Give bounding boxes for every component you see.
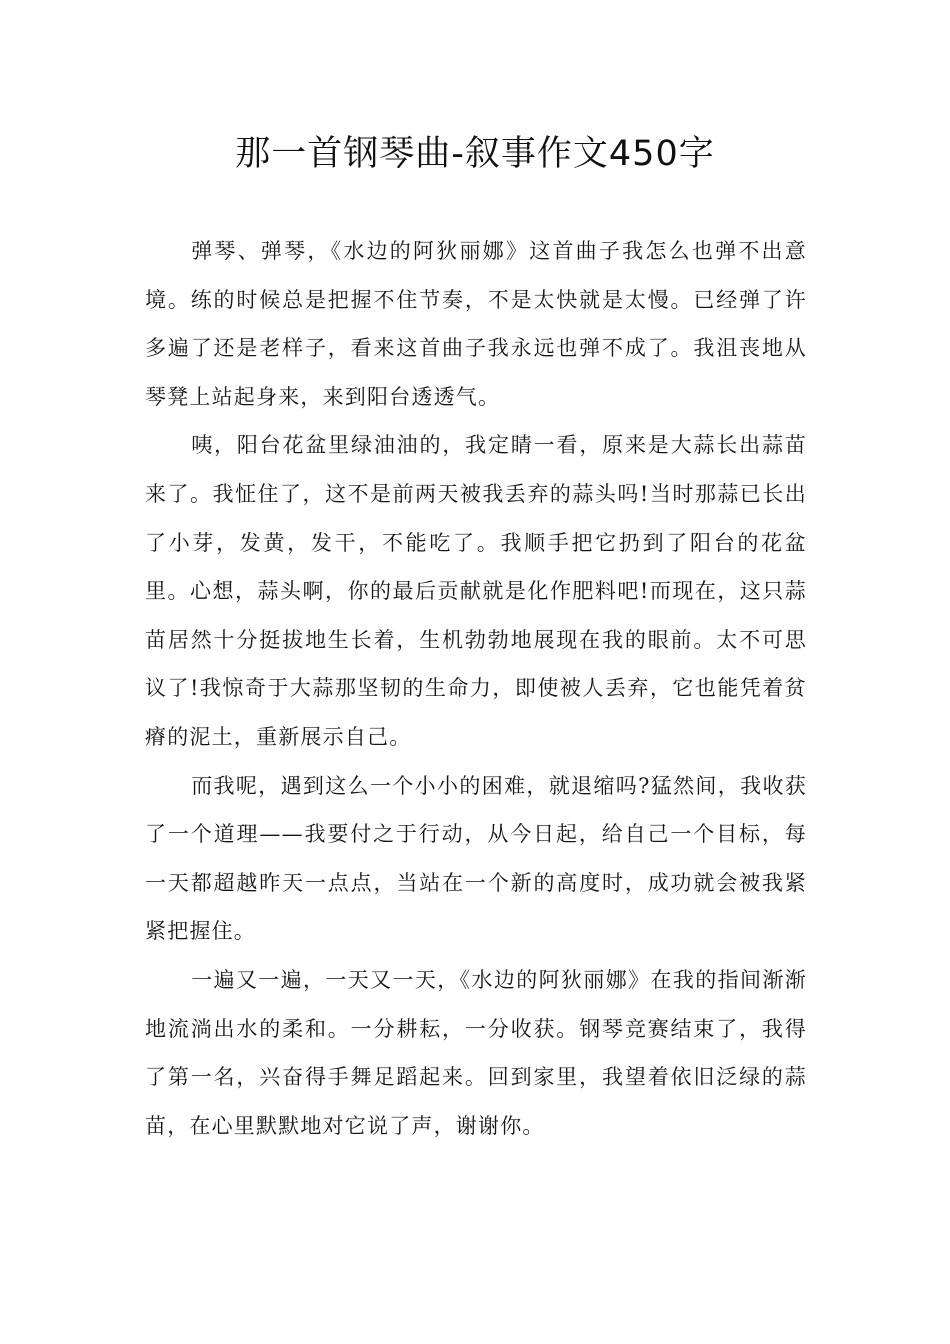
paragraph-1: 弹琴、弹琴，《水边的阿狄丽娜》这首曲子我怎么也弹不出意境。练的时候总是把握不住节奏，不是太快就是太慢。已经弹了许多遍了还是老样子，看来这首曲子我永远也弹不成了。我沮丧地从琴凳上站起身来，来到阳台透透气。 xyxy=(145,239,807,409)
paragraph-4: 一遍又一遍，一天又一天，《水边的阿狄丽娜》在我的指间渐渐地流淌出水的柔和。一分耕耘，一分收获。钢琴竞赛结束了，我得了第一名，兴奋得手舞足蹈起来。回到家里，我望着依旧泛绿的蒜苗，在心里默默地对它说了声，谢谢你。 xyxy=(145,967,807,1138)
document-title: 那一首钢琴曲-叙事作文450字 xyxy=(235,134,715,174)
document-body xyxy=(145,227,807,1150)
paragraph-3: 而我呢，遇到这么一个小小的困难，就退缩吗?猛然间，我收获了一个道理——我要付之于行动，从今日起，给自己一个目标，每一天都超越昨天一点点，当站在一个新的高度时，成功就会被我紧紧把握住。 xyxy=(145,773,807,944)
paragraph-2: 咦，阳台花盆里绿油油的，我定睛一看，原来是大蒜长出蒜苗来了。我怔住了，这不是前两天被我丢弃的蒜头吗!当时那蒜已长出了小芽，发黄，发干，不能吃了。我顺手把它扔到了阳台的花盆里。心想，蒜头啊，你的最后贡献就是化作肥料吧!而现在，这只蒜苗居然十分挺拔地生长着，生机勃勃地展现在我的眼前。太不可思议了!我惊奇于大蒜那坚韧的生命力，即使被人丢弃，它也能凭着贫瘠的泥土，重新展示自己。 xyxy=(145,433,807,749)
